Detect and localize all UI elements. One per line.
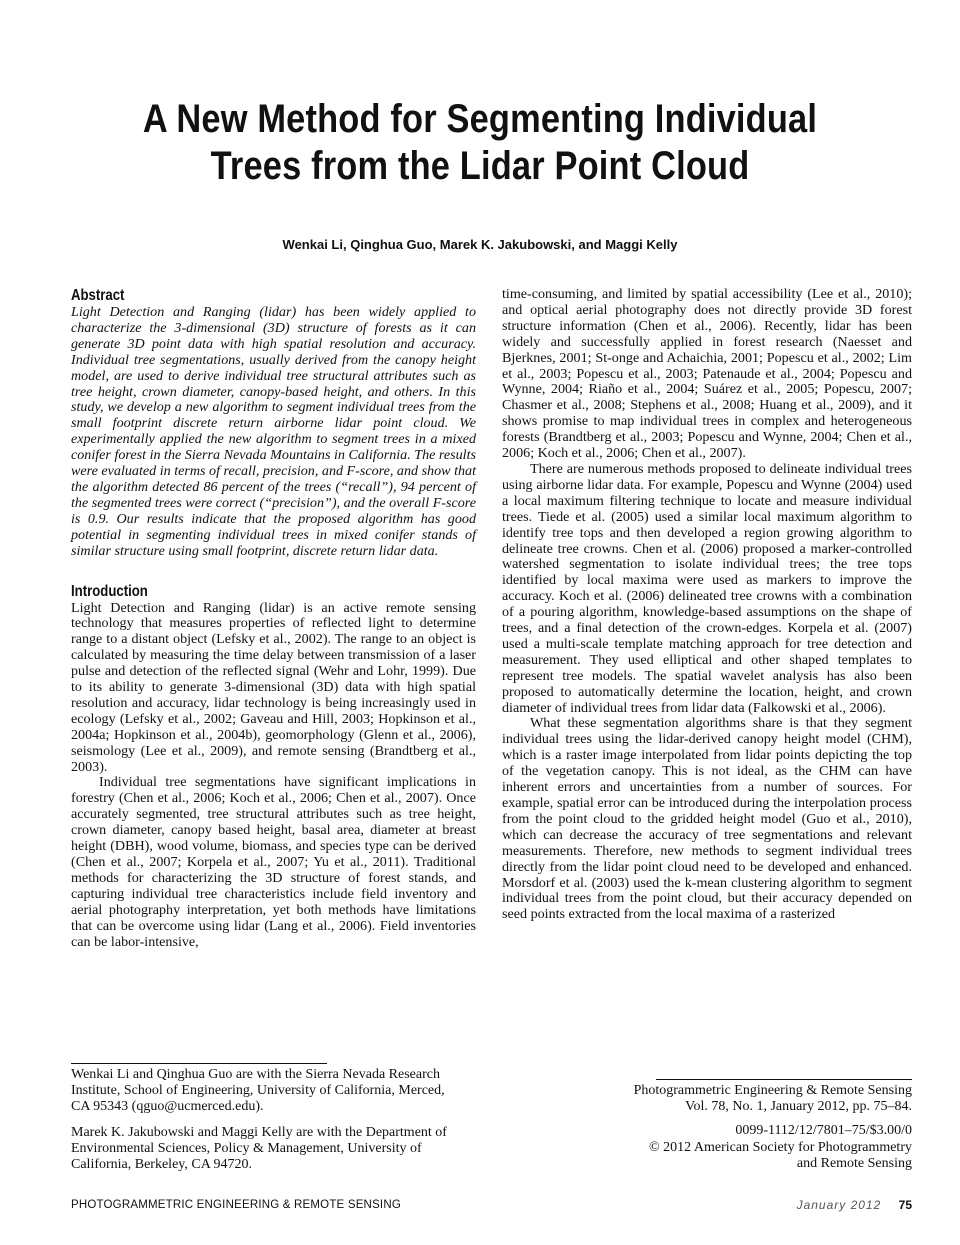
footnote-rule xyxy=(71,1063,327,1064)
right-column xyxy=(502,287,912,923)
publication-rule xyxy=(656,1079,912,1080)
publication-info xyxy=(560,1083,912,1172)
right-paragraph-2: There are numerous methods proposed to delineate individual trees using airborne lidar data. For example, Popescu and Wynne (2004) used a local maximum filtering technique to locate and measure individual trees. Tiede et al. (2005) used a similar local maximum algorithm to identify tree tops and then developed a region growing algorithm to delineate tree crowns. Chen et al. (2006) proposed a marker-controlled watershed segmentation to isolate individual trees; the tree tops identified by local maxima were used as markers to improve the accuracy. Koch et al. (2006) delineated tree crowns with a combination of a pouring algorithm, knowledge-based assumptions on the shape of trees, and a final detection of the crown-edges. Korpela et al. (2007) used a multi-scale template matching approach for tree detection and measurement. They used elliptical and other shaped templates to represent tree models. The spatial wavelet analysis has also been proposed to automatically determine the location, height, and crown diameter of individual trees from lidar data (Falkowski et al., 2006). xyxy=(502,460,912,716)
authors: Wenkai Li, Qinghua Guo, Marek K. Jakubowski, and Maggi Kelly xyxy=(282,237,678,252)
abstract-heading: Abstract xyxy=(71,287,125,304)
journal-name: Photogrammetric Engineering & Remote Sensing xyxy=(633,1083,912,1098)
right-paragraph-3: What these segmentation algorithms share is that they segment individual trees using the lidar-derived canopy height model (CHM), which is a raster image interpolated from lidar points depicting the top of the vegetation canopy. This is not ideal, as the CHM can have inherent errors and uncertainties from a number of sources. For example, spatial error can be introduced during the interpolation process from the point cloud to the gridded height model (Guo et al., 2010), which can decrease the accuracy of tree segmentations and relevant measurements. Therefore, new methods to segment individual trees directly from the lidar point cloud need to be developed and enhanced. Morsdorf et al. (2003) used the k-mean clustering algorithm to segment individual trees from the point cloud, but their accuracy depended on seed points extracted from the local maxima of a rasterized xyxy=(502,715,912,923)
abstract-text: Light Detection and Ranging (lidar) has been widely applied to characterize the 3-dimensional (3D) structure of forests as it can generate 3D point data with high spatial resolution and accuracy. Individual tree segmentations, usually derived from the canopy height model, are used to derive individual tree structural attributes such as tree height, crown diameter, canopy-based height, and others. In this study, we develop a new algorithm to segment individual trees from the small footprint discrete return airborne lidar point cloud. We experimentally applied the new algorithm to segment trees in a mixed conifer forest in the Sierra Nevada Mountains in California. The results were evaluated in terms of recall, precision, and F-score, and show that the algorithm detected 86 percent of the trees (“recall”), 94 percent of the segmented trees were correct (“precision”), and the overall F-score is 0.9. Our results indicate that the proposed algorithm has good potential in segmenting individual trees in mixed conifer stands of similar structure using small footprint, discrete return lidar data. xyxy=(71,304,477,559)
intro-paragraph-2: Individual tree segmentations have significant implications in forestry (Chen et al., 2006; Koch et al., 2006; Chen et al., 2007). Once accurately segmented, tree structural attributes such as tree height, crown diameter, canopy based height, basal area, diameter at breast height (DBH), wood volume, biomass, and species type can be derived (Chen et al., 2007; Korpela et al., 2007; Yu et al., 2011). Traditional methods for characterizing the 3D structure of forest stands, and capturing individual tree characteristics include field inventory and aerial photography interpretation, yet both methods have limitations that can be overcome using lidar (Lang et al., 2006). Field inventories can be labor-intensive, xyxy=(71,774,476,950)
document-code: 0099-1112/12/7801–75/$3.00/0 xyxy=(735,1123,912,1139)
left-column xyxy=(71,286,476,950)
title-line-2: Trees from the Lidar Point Cloud xyxy=(210,144,750,188)
copyright: © 2012 American Society for Photogrammetry xyxy=(649,1139,912,1155)
title-line-1: A New Method for Segmenting Individual xyxy=(142,97,818,141)
introduction-heading: Introduction xyxy=(71,582,148,600)
footer-month: January 2012 xyxy=(796,1198,882,1212)
footnote-affiliation-1: Wenkai Li and Qinghua Guo are with the Sierra Nevada Research Institute, School of Engineering, University of California, Merced, CA 95343 (qguo@ucmerced.edu). xyxy=(71,1067,445,1115)
intro-paragraph-1: Light Detection and Ranging (lidar) is an active remote sensing technology that measures properties of reflected light to determine range to a distant object (Lefsky et al., 2002). The range to an object is calculated by measuring the time delay between transmission of a laser pulse and detection of the reflected signal (Wehr and Lohr, 1999). Due to its ability to generate 3-dimensional (3D) data with high spatial resolution and accuracy, lidar technology is being increasingly used in ecology (Lefsky et al., 2002; Gaveau and Hill, 2003; Hopkinson et al., 2004a; Hopkinson et al., 2004b), geomorphology (Glenn et al., 2006), seismology (Lee et al., 2009), and remote sensing (Brandtberg et al., 2003). xyxy=(71,599,476,775)
copyright-line-2: and Remote Sensing xyxy=(796,1155,912,1171)
footer-journal: PHOTOGRAMMETRIC ENGINEERING & REMOTE SENSING xyxy=(71,1199,401,1211)
journal-volume: Vol. 78, No. 1, January 2012, pp. 75–84. xyxy=(685,1099,912,1115)
page-number: 75 xyxy=(898,1198,912,1212)
footer-right xyxy=(797,1198,912,1212)
footnotes xyxy=(71,1067,455,1182)
footnote-affiliation-2: Marek K. Jakubowski and Maggi Kelly are with the Department of Environmental Sciences, Policy & Management, University of California, Berkeley, CA 94720. xyxy=(71,1124,447,1173)
right-paragraph-1: time-consuming, and limited by spatial accessibility (Lee et al., 2010); and optical aerial photography does not directly provide 3D forest structure information (Chen et al., 2006). Recently, lidar has been widely and successfully applied in forest research (Naesset and Bjerknes, 2001; St-onge and Achaichia, 2001; Popescu et al., 2002; Lim et al., 2003; Popescu et al., 2003; Patenaude et al., 2004; Popescu and Wynne, 2004; Riaño et al., 2004; Suárez et al., 2005; Popescu, 2007; Chasmer et al., 2008; Stephens et al., 2008; Huang et al., 2009), and it shows promise to map individual trees in complex and heterogeneous forests (Brandtberg et al., 2003; Popescu and Wynne, 2004; Chen et al., 2006; Koch et al., 2006; Chen et al., 2007). xyxy=(502,286,912,462)
paper-title xyxy=(67,96,893,190)
